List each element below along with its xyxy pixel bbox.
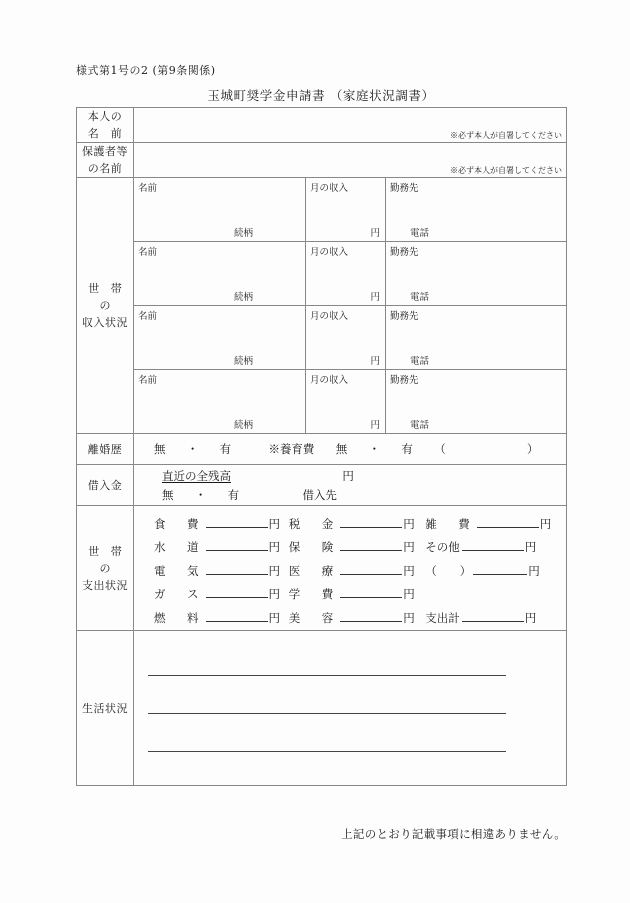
expense-input-fuel[interactable] <box>206 610 268 622</box>
expense-unit-insurance: 円 <box>403 540 415 555</box>
expenses-row-5 <box>154 606 560 630</box>
row-label-guardian-name <box>77 143 134 178</box>
applicant-label-line1: 本人の <box>87 110 123 123</box>
expense-unit-misc: 円 <box>539 516 552 531</box>
expense-item-medical[interactable] <box>289 563 426 579</box>
income-phone-label-2: 電話 <box>410 292 430 304</box>
income-yen-label-2: 円 <box>370 292 380 304</box>
loan-separator: ・ <box>194 488 207 503</box>
applicant-name-field[interactable] <box>134 108 567 143</box>
expense-input-other[interactable] <box>462 539 524 551</box>
expenses-row-2 <box>154 536 560 560</box>
declaration-note: 上記のとおり記載事項に相違ありません。 <box>341 827 566 841</box>
income-name-header-2: 名前 <box>138 247 158 259</box>
expense-label-tuition: 学 費 <box>288 587 339 602</box>
table-row-living-situation <box>77 631 567 786</box>
income-amount-header-2: 月の収入 <box>310 247 349 259</box>
row-label-divorce-history: 離婚歴 <box>77 434 134 465</box>
expense-unit-tax: 円 <box>403 516 415 531</box>
expense-item-water[interactable] <box>154 539 289 555</box>
income-workplace-field-4[interactable] <box>386 370 567 434</box>
income-label-line1: 世 帯 の <box>88 282 126 313</box>
income-name-header-3: 名前 <box>138 311 158 323</box>
living-situation-line-1[interactable] <box>148 675 506 676</box>
expense-label-other: その他 <box>425 540 460 555</box>
income-amount-field-3[interactable] <box>306 306 386 370</box>
expenses-label-line2: 支出状況 <box>82 578 128 592</box>
divorce-option-no[interactable]: 無 <box>154 442 166 457</box>
income-name-field-4[interactable] <box>134 370 306 434</box>
loan-option-no[interactable]: 無 <box>162 488 174 503</box>
household-expenses-field <box>134 506 567 631</box>
row-label-household-income <box>77 178 134 434</box>
expense-label-fuel: 燃 料 <box>154 610 204 625</box>
loan-balance-label: 直近の全残高 <box>162 469 231 484</box>
expense-label-water: 水 道 <box>154 540 204 555</box>
expense-unit-electricity: 円 <box>268 563 280 578</box>
living-situation-lines <box>148 631 566 785</box>
guardian-name-field[interactable] <box>134 143 567 178</box>
expense-unit-total: 円 <box>524 610 537 625</box>
income-yen-label-4: 円 <box>370 420 380 432</box>
loan-option-yes[interactable]: 有 <box>227 488 240 503</box>
living-situation-field[interactable] <box>134 631 567 786</box>
guardian-label-line2: の名前 <box>87 162 123 176</box>
table-row-applicant-name <box>77 108 567 143</box>
table-row-loan <box>77 465 567 506</box>
expense-label-medical: 医 療 <box>288 563 339 578</box>
table-row-divorce-history <box>77 434 567 465</box>
income-amount-header-4: 月の収入 <box>310 375 349 387</box>
expense-input-insurance[interactable] <box>340 539 402 551</box>
form-code: 様式第1号の2 (第9条関係) <box>76 64 216 77</box>
row-label-applicant-name <box>77 108 134 143</box>
income-workplace-header-1: 勤務先 <box>390 183 419 195</box>
income-amount-field-1[interactable] <box>306 178 386 242</box>
expense-item-total[interactable] <box>425 610 560 626</box>
expense-input-beauty[interactable] <box>340 610 402 622</box>
living-situation-line-2[interactable] <box>148 713 506 714</box>
loan-balance-unit: 円 <box>342 469 354 484</box>
expense-label-insurance: 保 険 <box>288 540 339 555</box>
expense-input-custom[interactable] <box>473 563 527 575</box>
expense-item-custom[interactable] <box>425 563 560 579</box>
expense-item-fuel[interactable] <box>154 610 289 626</box>
expense-item-beauty[interactable] <box>289 610 426 626</box>
expenses-row-4 <box>154 583 560 607</box>
expense-input-electricity[interactable] <box>206 563 268 575</box>
income-workplace-field-3[interactable] <box>386 306 567 370</box>
child-support-paren-close: ） <box>527 442 539 457</box>
table-row-income-2 <box>77 242 567 306</box>
income-workplace-header-3: 勤務先 <box>390 311 419 323</box>
income-phone-label-1: 電話 <box>410 228 430 240</box>
table-row-income-3 <box>77 306 567 370</box>
income-name-field-1[interactable] <box>134 178 306 242</box>
loan-lender-label: 借入先 <box>302 488 337 503</box>
child-support-yes[interactable]: 有 <box>401 442 413 457</box>
expense-item-food[interactable] <box>154 516 289 532</box>
expense-label-gas: ガ ス <box>154 587 204 602</box>
expense-unit-gas: 円 <box>268 587 280 602</box>
income-relation-label-3: 続柄 <box>233 356 253 368</box>
expense-label-tax: 税 金 <box>288 516 339 531</box>
income-name-header-1: 名前 <box>138 183 158 195</box>
table-row-household-expenses <box>77 506 567 631</box>
income-amount-field-4[interactable] <box>306 370 386 434</box>
income-name-field-3[interactable] <box>134 306 306 370</box>
expense-input-tuition[interactable] <box>340 586 402 598</box>
income-phone-label-4: 電話 <box>410 420 430 432</box>
expense-unit-tuition: 円 <box>403 587 415 602</box>
table-row-guardian-name <box>77 143 567 178</box>
child-support-no[interactable]: 無 <box>335 442 348 457</box>
table-row-income-4 <box>77 370 567 434</box>
expense-unit-food: 円 <box>268 516 280 531</box>
row-label-living-situation: 生活状況 <box>77 631 134 786</box>
row-label-household-expenses <box>77 506 134 631</box>
expense-unit-custom: 円 <box>528 563 540 578</box>
expense-item-tuition[interactable] <box>289 586 426 602</box>
income-amount-field-2[interactable] <box>306 242 386 306</box>
expense-input-total[interactable] <box>462 610 524 622</box>
living-situation-line-3[interactable] <box>148 751 506 752</box>
expenses-grid <box>154 512 560 630</box>
expense-label-electricity: 電 気 <box>154 563 204 578</box>
income-workplace-header-4: 勤務先 <box>390 375 419 387</box>
expense-item-tax[interactable] <box>289 516 426 532</box>
expenses-row-3 <box>154 559 560 583</box>
divorce-history-field[interactable] <box>134 434 567 465</box>
income-name-field-2[interactable] <box>134 242 306 306</box>
child-support-label: ※養育費 <box>268 442 315 457</box>
applicant-name-note: ※必ず本人が自署してください <box>450 131 563 141</box>
income-phone-label-3: 電話 <box>410 356 430 368</box>
expense-label-misc: 雑 費 <box>425 516 475 531</box>
expense-item-other[interactable] <box>425 539 560 555</box>
income-workplace-field-2[interactable] <box>386 242 567 306</box>
income-workplace-header-2: 勤務先 <box>390 247 419 259</box>
income-amount-header-1: 月の収入 <box>310 183 349 195</box>
child-support-separator: ・ <box>368 442 381 457</box>
expense-input-gas[interactable] <box>206 586 268 598</box>
income-relation-label-4: 続柄 <box>233 420 253 432</box>
expense-unit-fuel: 円 <box>268 610 280 625</box>
expense-item-misc[interactable] <box>425 516 560 532</box>
row-label-loan: 借入金 <box>77 465 134 506</box>
child-support-paren-open: （ <box>434 442 446 457</box>
expense-item-gas[interactable] <box>154 586 289 602</box>
income-relation-label-1: 続柄 <box>233 228 253 240</box>
table-row-income-1 <box>77 178 567 242</box>
guardian-name-note: ※必ず本人が自署してください <box>450 166 563 176</box>
expense-unit-other: 円 <box>524 540 537 555</box>
expense-label-food: 食 費 <box>154 516 204 531</box>
divorce-option-yes[interactable]: 有 <box>219 442 232 457</box>
income-relation-label-2: 続柄 <box>233 292 253 304</box>
expense-unit-beauty: 円 <box>403 610 415 625</box>
expense-unit-medical: 円 <box>403 563 415 578</box>
expense-label-custom[interactable]: （ ） <box>425 563 472 578</box>
family-situation-table <box>76 107 567 786</box>
expense-input-medical[interactable] <box>340 563 402 575</box>
expense-item-electricity[interactable] <box>154 563 289 579</box>
income-yen-label-1: 円 <box>370 228 380 240</box>
expense-input-water[interactable] <box>206 539 268 551</box>
divorce-separator: ・ <box>186 442 199 457</box>
guardian-label-line1: 保護者等 <box>82 145 128 159</box>
expense-input-tax[interactable] <box>340 516 402 528</box>
expense-input-misc[interactable] <box>477 516 539 528</box>
expenses-row-1 <box>154 512 560 536</box>
expense-label-total: 支出計 <box>425 610 460 625</box>
expense-unit-water: 円 <box>268 540 280 555</box>
income-name-header-4: 名前 <box>138 375 158 387</box>
income-amount-header-3: 月の収入 <box>310 311 349 323</box>
applicant-label-line2: 名 前 <box>87 127 123 141</box>
income-yen-label-3: 円 <box>370 356 380 368</box>
expense-label-beauty: 美 容 <box>288 610 339 625</box>
page-title: 玉城町奨学金申請書 （家庭状況調書） <box>207 88 435 103</box>
expense-input-food[interactable] <box>206 516 268 528</box>
expenses-label-line1: 世 帯 の <box>88 544 126 575</box>
loan-field[interactable] <box>134 465 567 506</box>
income-workplace-field-1[interactable] <box>386 178 567 242</box>
income-label-line2: 収入状況 <box>82 316 128 330</box>
expense-item-insurance[interactable] <box>289 539 426 555</box>
